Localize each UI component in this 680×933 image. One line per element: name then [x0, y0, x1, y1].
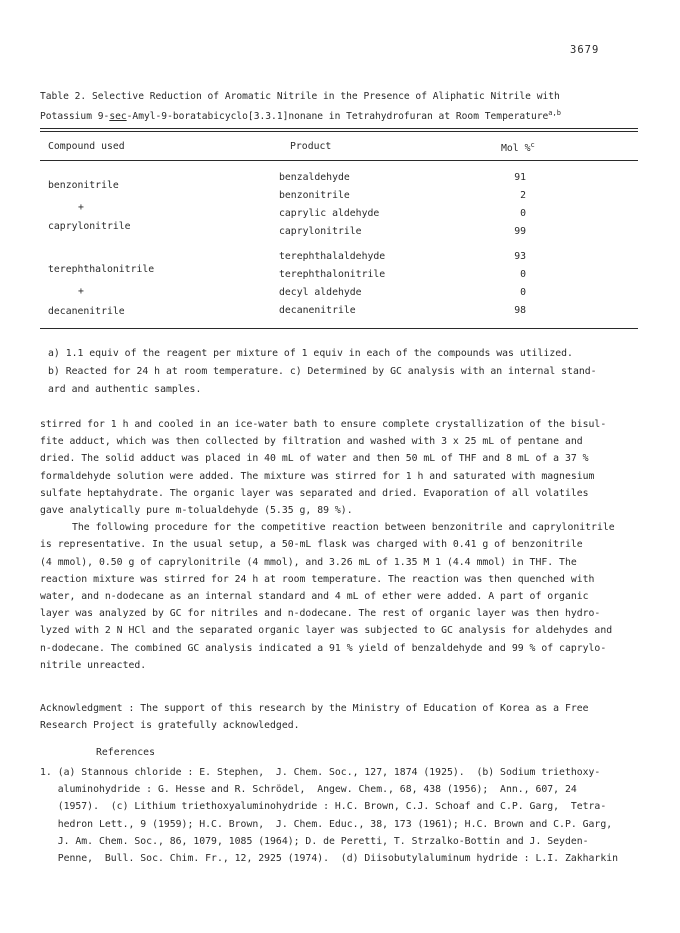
paragraph-1: stirred for 1 h and cooled in an ice-water bath to ensure complete crystallization of the bisul- fite adduct, which was then collected by filtration and washed with 3 x 25 mL of pentane and dried. The solid adduct was placed in 40 mL of water and then 50 mL of THF and 8 mL of a 37 % formaldehyde solution were added. The mixture was stirred for 1 h and saturated with magnesium sulfate heptahydrate. The organic layer was separated and dried. Evaporation of all volatiles gave analytically pure m-tolualdehyde (5.35 g, 89 %). [40, 419, 607, 517]
header-mol-sup: c [530, 141, 535, 149]
page-number: 3679 [570, 44, 600, 56]
table-footnotes [48, 345, 648, 399]
table-top-rule-thin [40, 131, 638, 132]
paragraph-2: The following procedure for the competitive reaction between benzonitrile and caprylonitrile is representative. In the usual setup, a 50-mL flask was charged with 0.41 g of benzonitrile (4 mmol), 0.50 g of caprylonitrile (4 mmol), and 3.26 mL of 1.35 M 1 (4.4 mmol) in THF. The reaction mixture was stirred for 24 h at room temperature. The reaction was then quenched with water, and n-dodecane as an internal standard and 4 mL of ether were added. A part of organic layer was analyzed by GC for nitriles and n-dodecane. The rest of organic layer was then hydro- lyzed with 2 N HCl and the separated organic layer was subjected to GC analysis for aldehydes and n-dodecane. The combined GC analysis indicated a 91 % yield of benzaldehyde and 99 % of caprylo- nitrile unreacted. [40, 522, 615, 671]
caption-line-2 [40, 105, 640, 125]
mol-cell: 91 [514, 172, 526, 183]
product-cell: terephthalaldehyde [279, 251, 386, 262]
body-text [40, 416, 650, 674]
caption-rest: -Amyl-9-boratabicyclo[3.3.1]nonane in Tetrahydrofuran at Room Temperature [126, 111, 549, 122]
table-top-rule [40, 128, 638, 129]
footnote-a: a) 1.1 equiv of the reagent per mixture of 1 equiv in each of the compounds was utilized. [48, 348, 573, 359]
compound-terephthalonitrile: terephthalonitrile [48, 264, 155, 275]
product-cell: terephthalonitrile [279, 269, 386, 280]
compound-benzonitrile: benzonitrile [48, 180, 119, 191]
header-compound: Compound used [48, 141, 125, 152]
header-mol-text: Mol % [501, 143, 531, 154]
header-mol [501, 141, 535, 154]
mol-cell: 0 [520, 208, 526, 219]
product-cell: decyl aldehyde [279, 287, 362, 298]
caption-prefix: Potassium 9- [40, 111, 110, 122]
product-cell: benzaldehyde [279, 172, 350, 183]
reference-line: J. Am. Chem. Soc., 86, 1079, 1085 (1964); D. de Peretti, T. Strzalko-Bottin and J. Seyden- [40, 835, 589, 847]
table-caption [40, 88, 640, 125]
table-bottom-rule [40, 328, 638, 329]
table-header-rule [40, 160, 638, 161]
product-cell: caprylonitrile [279, 226, 362, 237]
reference-line: 1. (a) Stannous chloride : E. Stephen, J. Chem. Soc., 127, 1874 (1925). (b) Sodium triethoxy- [40, 767, 601, 778]
product-cell: benzonitrile [279, 190, 350, 201]
mol-cell: 0 [520, 287, 526, 298]
footnote-b-c: b) Reacted for 24 h at room temperature. c) Determined by GC analysis with an internal stand- [48, 366, 597, 377]
reference-line: (1957). (c) Lithium triethoxyaluminohydride : H.C. Brown, C.J. Schoaf and C.P. Garg, Tetra- [40, 801, 607, 813]
caption-footnote-marks: a,b [548, 109, 561, 117]
compound-decanenitrile: decanenitrile [48, 306, 125, 317]
mol-cell: 0 [520, 269, 526, 280]
mol-cell: 2 [520, 190, 526, 201]
reference-line: aluminohydride : G. Hesse and R. Schrödel, Angew. Chem., 68, 438 (1956); Ann., 607, 24 [40, 784, 577, 796]
header-product: Product [290, 141, 332, 152]
mol-cell: 98 [514, 305, 526, 316]
mol-cell: 99 [514, 226, 526, 237]
plus-sign: + [78, 202, 84, 213]
product-cell: caprylic aldehyde [279, 208, 380, 219]
mol-cell: 93 [514, 251, 526, 262]
references-list [40, 764, 660, 867]
caption-sec: sec [109, 111, 127, 122]
plus-sign: + [78, 286, 84, 297]
product-cell: decanenitrile [279, 305, 356, 316]
acknowledgment: Acknowledgment : The support of this research by the Ministry of Education of Korea as a Free Research Project is gratefully acknowledged. [40, 703, 589, 732]
footnote-continuation: ard and authentic samples. [48, 384, 202, 395]
references-heading: References [96, 747, 155, 758]
caption-line-1: Table 2. Selective Reduction of Aromatic Nitrile in the Presence of Aliphatic Nitrile with [40, 91, 560, 102]
reference-line: Penne, Bull. Soc. Chim. Fr., 12, 2925 (1974). (d) Diisobutylaluminum hydride : L.I. Zakharkin [40, 853, 619, 865]
compound-caprylonitrile: caprylonitrile [48, 221, 131, 232]
reference-line: hedron Lett., 9 (1959); H.C. Brown, J. Chem. Educ., 38, 173 (1961); H.C. Brown and C.P. Garg, [40, 818, 613, 830]
